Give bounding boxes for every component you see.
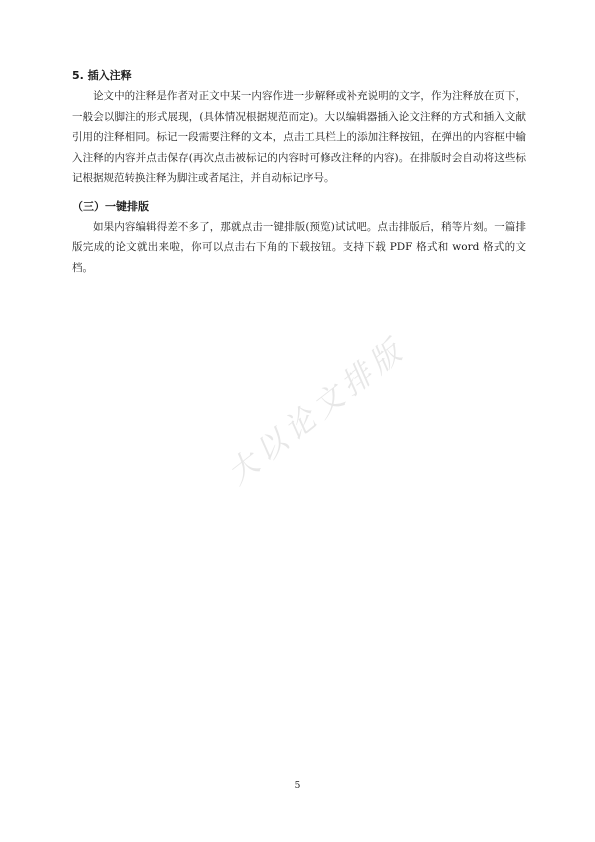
section-paragraph-insert-notes: 论文中的注释是作者对正文中某一内容作进一步解释或补充说明的文字，作为注释放在页下，一般会以脚注的形式展现，(具体情况根据规范而定)。大以编辑器插入论文注释的方式和插入文献引用的注释相同。标记一段需要注释的文本，点击工具栏上的添加注释按钮，在弹出的内容框中输入注释的内容并点击保存(再次点击被标记的内容时可修改注释的内容)。在排版时会自动将这些标记根据规范转换注释为脚注或者尾注，并自动标记序号。 [72,90,526,184]
page-number: 5 [294,781,301,791]
page-content [72,66,526,278]
section-paragraph-one-click-layout: 如果内容编辑得差不多了，那就点击一键排版(预览)试试吧。点击排版后，稍等片刻。一篇排版完成的论文就出来啦，你可以点击右下角的下载按钮。支持下载 PDF 格式和 word 格式的文档。 [72,220,526,274]
section-heading-one-click-layout: （三）一键排版 [72,199,149,213]
section-heading-insert-notes: 5. 插入注释 [72,69,132,82]
watermark: 大以论文排版 [221,331,413,492]
